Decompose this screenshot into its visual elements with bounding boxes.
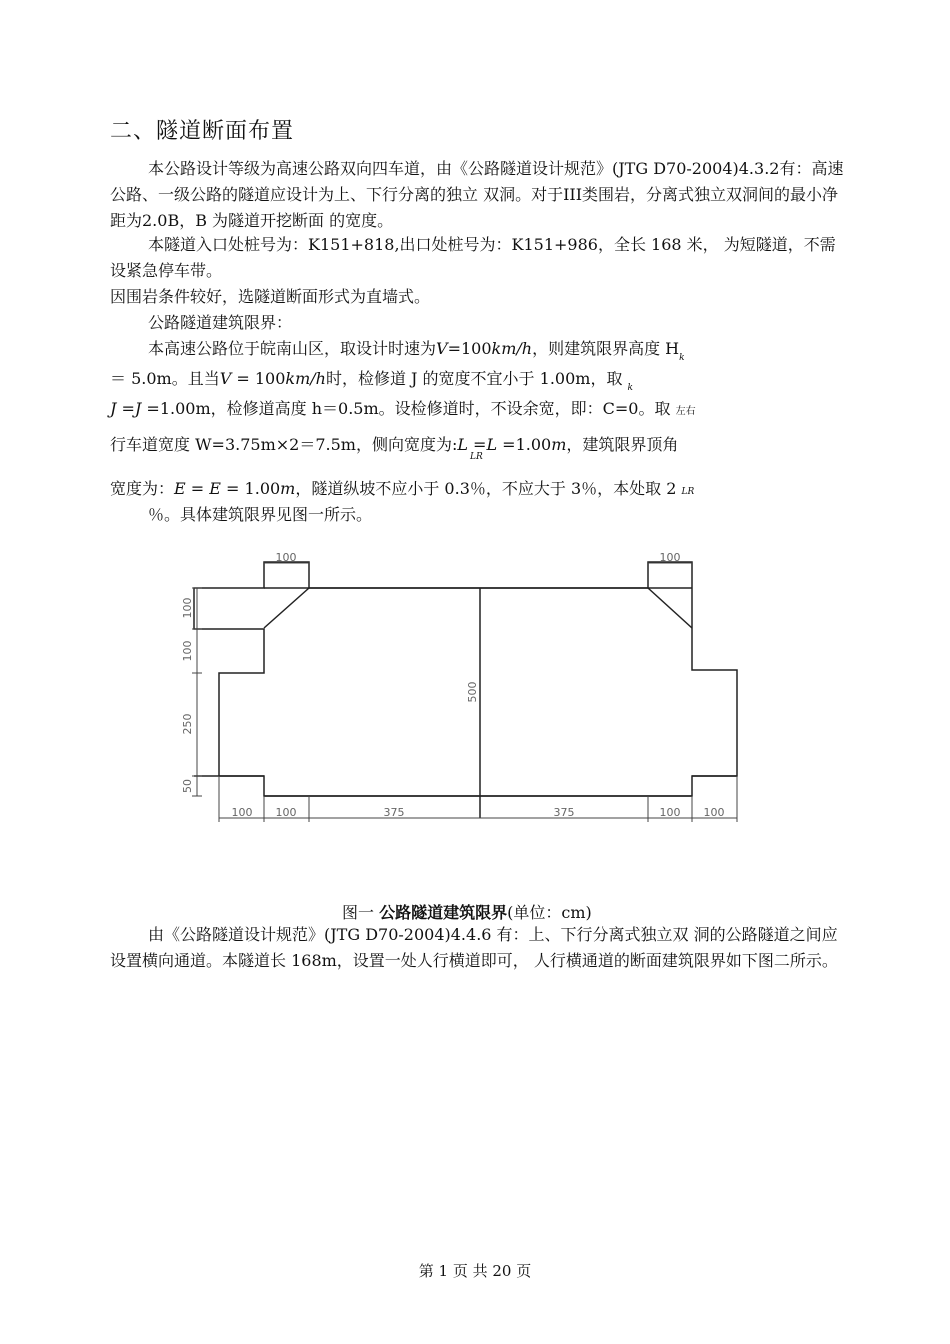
text: =1.00m，检修道高度 h＝0.5m。设检修道时，不设余宽，即：C=0。取	[141, 399, 671, 418]
text: 宽度为：	[110, 479, 175, 498]
dim-bottom-6: 100	[703, 806, 725, 819]
subscript: LR	[681, 487, 695, 497]
text: =100	[447, 339, 492, 358]
text: ＝ 5.0m。且当	[110, 369, 220, 388]
var-e: E	[174, 479, 186, 498]
var-l: L	[486, 435, 498, 454]
corner-chamfer-left	[264, 588, 309, 628]
caption-prefix: 图一	[342, 903, 380, 922]
dim-top-right: 100	[659, 551, 681, 564]
text: ，建筑限界顶角	[566, 435, 679, 454]
dim-top-left: 100	[275, 551, 297, 564]
text: = 1.00	[220, 479, 281, 498]
text: ，则建筑限界高度 H	[532, 339, 680, 358]
subscript: 左右	[675, 406, 696, 417]
subscript-lr: LR	[470, 452, 483, 462]
clearance-outline	[194, 562, 737, 796]
dim-bottom-1: 100	[231, 806, 253, 819]
page-footer: 第 1 页 共 20 页	[418, 1262, 532, 1280]
paragraph-design-grade: 本公路设计等级为高速公路双向四车道，由《公路隧道设计规范》(JTG D70-2004)4.3.2有：高速公路、一级公路的隧道应设计为上、下行分离的独立 双洞。对于III类围岩，分离式独立双洞间的最小净距为2.0B，B 为隧道开挖断面 的宽度。	[110, 159, 844, 230]
corner-chamfer-right	[648, 588, 692, 628]
dim-left-2: 100	[181, 640, 194, 662]
clearance-diagram	[170, 548, 750, 833]
dim-bottom-3: 375	[383, 806, 405, 819]
line-corner-width	[110, 476, 850, 505]
var-j: J	[134, 399, 142, 418]
unit: m	[551, 435, 567, 454]
text: 时，检修道 J 的宽度不宜小于 1.00m，取	[325, 369, 623, 388]
dim-left-1: 100	[181, 597, 194, 619]
text: = 100	[231, 369, 286, 388]
dim-left-3: 250	[181, 713, 194, 735]
unit: m	[280, 479, 296, 498]
var-v: V	[219, 369, 232, 388]
paragraph-station: 本隧道入口处桩号为：K151+818,出口处桩号为：K151+986，全长 168 米， 为短隧道，不需设紧急停车带。	[110, 235, 836, 280]
dim-bottom-2: 100	[275, 806, 297, 819]
text: =	[467, 435, 487, 454]
text: =	[185, 479, 210, 498]
caption-unit: (单位：cm)	[507, 903, 592, 922]
text: 行车道宽度 W=3.75m×2＝7.5m，侧向宽度为:	[110, 435, 458, 454]
section-title: 二、隧道断面布置	[110, 119, 295, 144]
line-see-figure: ％。具体建筑限界见图一所示。	[148, 505, 373, 524]
subscript: k	[627, 383, 634, 393]
paragraph-cross-passage: 由《公路隧道设计规范》(JTG D70-2004)4.4.6 有：上、下行分离式独立双 洞的公路隧道之间应设置横向通道。本隧道长 168m，设置一处人行横道即可， 人行横通道的断面建筑限界如下图二所示。	[110, 925, 838, 970]
text: ，隧道纵坡不应小于 0.3％，不应大于 3％，本处取 2	[295, 479, 677, 498]
dim-bottom-5: 100	[659, 806, 681, 819]
dim-left-4: 50	[181, 779, 194, 793]
dim-bottom-4: 375	[553, 806, 575, 819]
unit: km/h	[491, 339, 533, 358]
paragraph-clearance-heading: 公路隧道建筑限界：	[148, 313, 293, 332]
dim-center-height: 500	[466, 681, 479, 703]
var-v: V	[436, 339, 448, 358]
text: =	[116, 399, 135, 418]
paragraph-rock: 因围岩条件较好，选隧道断面形式为直墙式。	[110, 287, 431, 306]
caption-title: 公路隧道建筑限界	[379, 903, 508, 922]
subscript: k	[679, 353, 685, 363]
var-j: J	[110, 399, 117, 418]
unit: km/h	[285, 369, 326, 388]
text: 本高速公路位于皖南山区，取设计时速为	[148, 339, 437, 358]
var-l: L	[457, 435, 468, 454]
var-e: E	[209, 479, 221, 498]
text: =1.00	[497, 435, 552, 454]
figure-caption	[342, 900, 592, 923]
line-walkway-height	[110, 396, 850, 425]
